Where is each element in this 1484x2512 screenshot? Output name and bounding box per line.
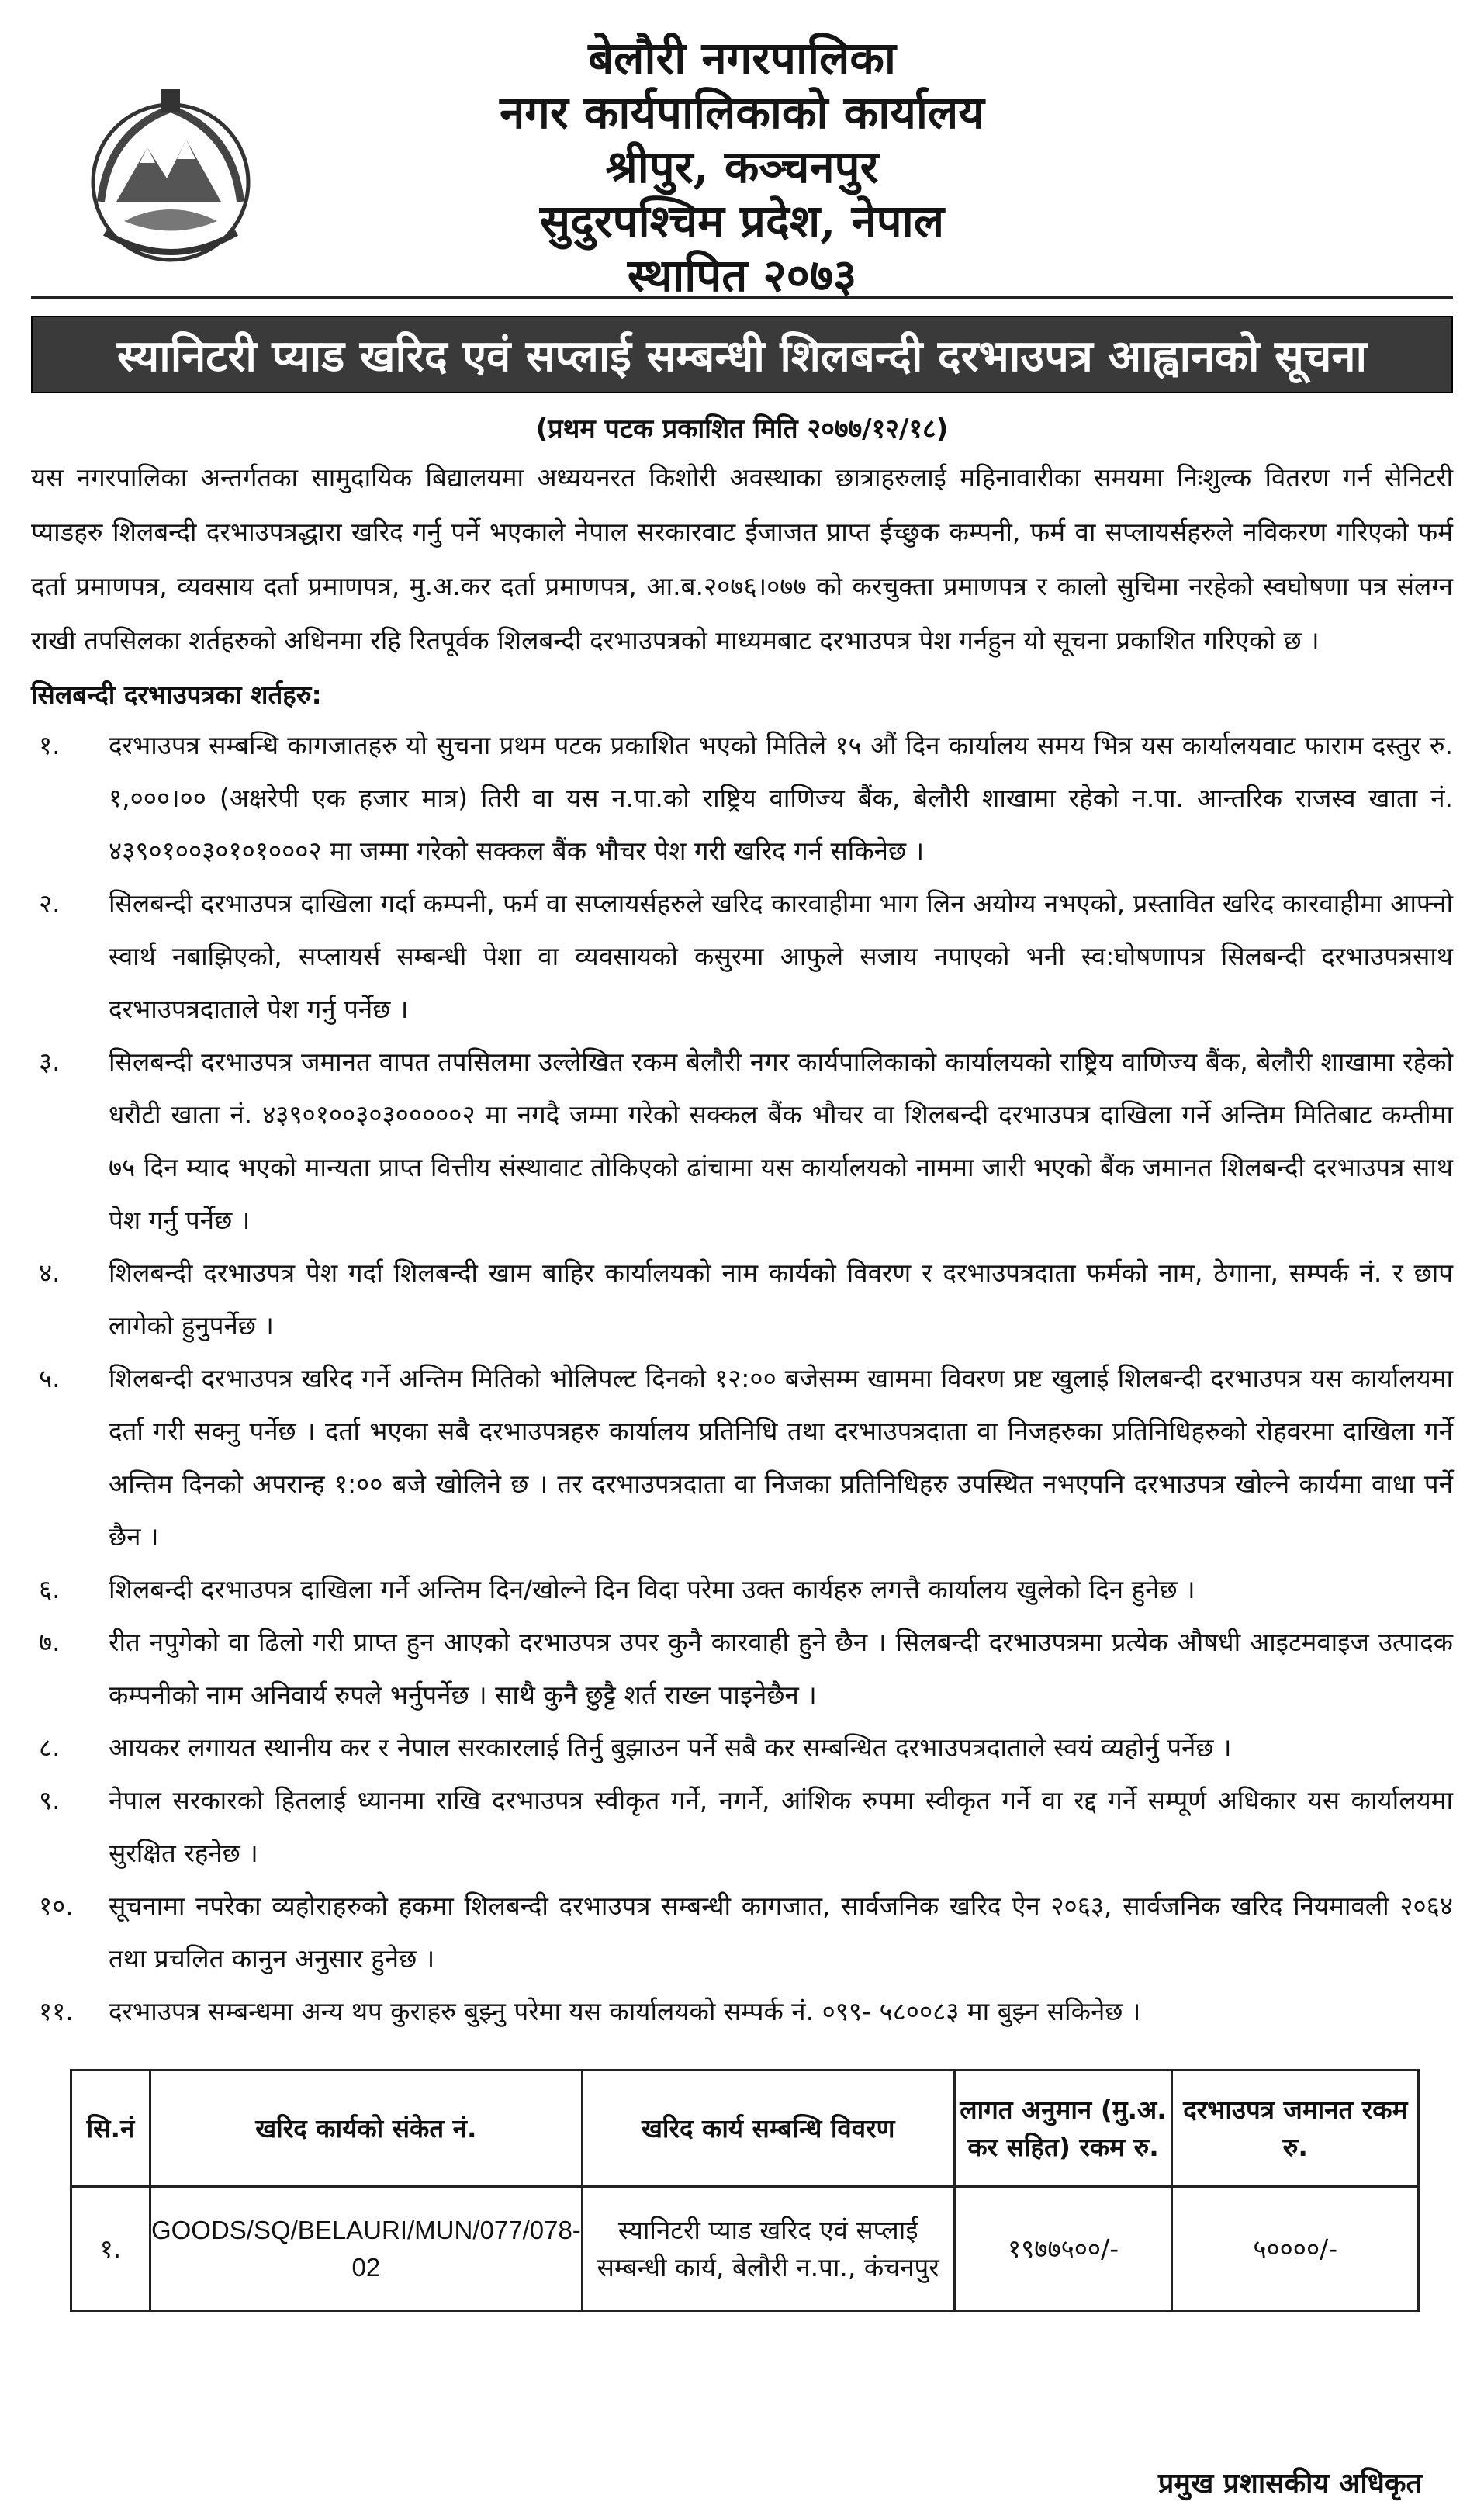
bid-table — [70, 2069, 1420, 2312]
org-name: बेलौरी नगरपालिका — [588, 32, 896, 85]
item-text: शिलबन्दी दरभाउपत्र खरिद गर्ने अन्तिम मितिको भोलिपल्ट दिनको १२:०० बजेसम्म खाममा विवरण प्रष्ट खुलाई शिलबन्दी दरभाउपत्र यस कार्यालयमा दर्ता गरी सक्नु पर्नेछ । दर्ता भएका सबै दरभाउपत्रहरु कार्यालय प्रतिनिधि तथा दरभाउपत्रदाता वा निजहरुका प्रतिनिधिहरुको रोहवरमा दाखिला गर्ने अन्तिम दिनको अपरान्ह १:०० बजे खोलिने छ । तर दरभाउपत्रदाता वा निजका प्रतिनिधिहरु उपस्थित नभएपनि दरभाउपत्र खोल्ने कार्यमा वाधा पर्ने छैन । — [109, 1363, 1453, 1552]
item-number: ८. — [39, 1732, 61, 1763]
item-number: ४. — [39, 1258, 61, 1288]
list-item — [31, 1563, 1453, 1616]
item-text: दरभाउपत्र सम्बन्धमा अन्य थप कुराहरु बुझ्नु परेमा यस कार्यालयको सम्पर्क नं. ०९९- ५८००८३ मा बुझ्न सकिनेछ । — [109, 1996, 1141, 2026]
item-text: सिलबन्दी दरभाउपत्र जमानत वापत तपसिलमा उल्लेखित रकम बेलौरी नगर कार्यपालिकाको कार्यालयको राष्ट्रिय वाणिज्य बैंक, बेलौरी शाखामा रहेको धरौटी खाता नं. ४३९०१००३०३०००००२ मा नगदै जम्मा गरेको सक्कल बैंक भौचर वा शिलबन्दी दरभाउपत्र दाखिला गर्ने अन्तिम मितिबाट कम्तीमा ७५ दिन म्याद भएको मान्यता प्राप्त वित्तीय संस्थावाट तोकिएको ढांचामा यस कार्यालयको नाममा जारी भएको बैंक जमानत शिलबन्दी दरभाउपत्र साथ पेश गर्नु पर्नेछ । — [109, 1047, 1453, 1235]
item-number: ५. — [39, 1363, 61, 1393]
intro-paragraph: यस नगरपालिका अन्तर्गतका सामुदायिक बिद्यालयमा अध्ययनरत किशोरी अवस्थाका छात्राहरुलाई महिनावारीका समयमा निःशुल्क वितरण गर्न सेनिटरी प्याडहरु शिलबन्दी दरभाउपत्रद्धारा खरिद गर्नु पर्ने भएकाले नेपाल सरकारवाट ईजाजत प्राप्त ईच्छुक कम्पनी, फर्म वा सप्लायर्सहरुले नविकरण गरिएको फर्म दर्ता प्रमाणपत्र, व्यवसाय दर्ता प्रमाणपत्र, मु.अ.कर दर्ता प्रमाणपत्र, आ.ब.२०७६।०७७ को करचुक्ता प्रमाणपत्र र कालो सुचिमा नरहेको स्वघोषणा पत्र संलग्न राखी तपसिलका शर्तहरुको अधिनमा रहि रितपूर्वक शिलबन्दी दरभाउपत्रको माध्यमबाट दरभाउपत्र पेश गर्नहुन यो सूचना प्रकाशित गरिएको छ । — [31, 462, 1453, 656]
item-number: ९. — [39, 1785, 61, 1815]
list-item — [31, 1985, 1453, 2038]
cell-bid-security: ५००००/- — [1172, 2187, 1419, 2311]
list-item — [31, 1247, 1453, 1352]
item-text: सिलबन्दी दरभाउपत्र दाखिला गर्दा कम्पनी, फर्म वा सप्लायर्सहरुले खरिद कारवाहीमा भाग लिन अयोग्य नभएको, प्रस्तावित खरिद कारवाहीमा आफ्नो स्वार्थ नबाझिएको, सप्लायर्स सम्बन्धी पेशा वा व्यवसायको कसुरमा आफुले सजाय नपाएको भनी स्व:घोषणापत्र सिलबन्दी दरभाउपत्रसाथ दरभाउपत्रदाताले पेश गर्नु पर्नेछ । — [109, 888, 1453, 1024]
col-header-description: खरिद कार्य सम्बन्धि विवरण — [582, 2071, 954, 2187]
conditions-heading: सिलबन्दी दरभाउपत्रका शर्तहरु: — [31, 680, 322, 710]
table-row — [71, 2187, 1419, 2311]
publication-date: (प्रथम पटक प्रकाशित मिति २०७७/१२/१८) — [535, 413, 949, 445]
table-header-row — [71, 2071, 1419, 2187]
item-text: सूचनामा नपरेका व्यहोराहरुको हकमा शिलबन्दी दरभाउपत्र सम्बन्धी कागजात, सार्वजनिक खरिद ऐन २०६३, सार्वजनिक खरिद नियमावली २०६४ तथा प्रचलित कानुन अनुसार हुनेछ । — [109, 1891, 1453, 1974]
col-header-code: खरिद कार्यको संकेत नं. — [150, 2071, 582, 2187]
province: सुदुरपश्चिम प्रदेश, नेपाल — [539, 195, 945, 247]
list-item — [31, 1616, 1453, 1721]
established: स्थापित २०७३ — [627, 249, 857, 302]
list-item — [31, 1036, 1453, 1247]
cell-description: स्यानिटरी प्याड खरिद एवं सप्लाई सम्बन्धी कार्य, बेलौरी न.पा., कंचनपुर — [582, 2187, 954, 2311]
item-number: ६. — [39, 1574, 61, 1604]
list-item — [31, 1880, 1453, 1985]
cell-code: GOODS/SQ/BELAURI/MUN/077/078-02 — [150, 2187, 582, 2311]
list-item — [31, 719, 1453, 877]
item-number: १०. — [39, 1891, 74, 1921]
item-text: दरभाउपत्र सम्बन्धि कागजातहरु यो सुचना प्रथम पटक प्रकाशित भएको मितिले १५ औं दिन कार्यालय समय भित्र यस कार्यालयवाट फाराम दस्तुर रु. १,०००।०० (अक्षरेपी एक हजार मात्र) तिरी वा यस न.पा.को राष्ट्रिय वाणिज्य बैंक, बेलौरी शाखामा रहेको न.पा. आन्तरिक राजस्व खाता नं. ४३९०१००३०१०१०००२ मा जम्मा गरेको सक्कल बैंक भौचर पेश गरी खरिद गर्न सकिनेछ । — [109, 730, 1453, 866]
item-number: ७. — [39, 1627, 61, 1657]
list-item — [31, 1352, 1453, 1563]
address: श्रीपुर, कञ्चनपुर — [605, 140, 879, 193]
item-text: रीत नपुगेको वा ढिलो गरी प्राप्त हुन आएको दरभाउपत्र उपर कुनै कारवाही हुने छैन । सिलबन्दी दरभाउपत्रमा प्रत्येक औषधी आइटमवाइज उत्पादक कम्पनीको नाम अनिवार्य रुपले भर्नुपर्नेछ । साथै कुनै छुट्टै शर्त राख्न पाइनेछैन । — [109, 1627, 1453, 1710]
col-header-serial: सि.नं — [71, 2071, 150, 2187]
cell-cost-estimate: १९७७५००/- — [954, 2187, 1172, 2311]
header — [31, 0, 1453, 302]
col-header-cost-estimate: लागत अनुमान (मु.अ. कर सहित) रकम रु. — [954, 2071, 1172, 2187]
col-header-bid-security: दरभाउपत्र जमानत रकम रु. — [1172, 2071, 1419, 2187]
item-number: ३. — [39, 1047, 61, 1077]
item-number: १. — [39, 730, 61, 760]
item-text: शिलबन्दी दरभाउपत्र पेश गर्दा शिलबन्दी खाम बाहिर कार्यालयको नाम कार्यको विवरण र दरभाउपत्रदाता फर्मको नाम, ठेगाना, सम्पर्क नं. र छाप लागेको हुनुपर्नेछ । — [109, 1258, 1453, 1341]
item-text: आयकर लगायत स्थानीय कर र नेपाल सरकारलाई तिर्नु बुझाउन पर्ने सबै कर सम्बन्धित दरभाउपत्रदाताले स्वयं व्यहोर्नु पर्नेछ । — [109, 1732, 1232, 1763]
conditions-list — [31, 719, 1453, 2038]
office-name: नगर कार्यपालिकाको कार्यालय — [500, 86, 984, 139]
item-text: नेपाल सरकारको हितलाई ध्यानमा राखि दरभाउपत्र स्वीकृत गर्ने, नगर्ने, आंशिक रुपमा स्वीकृत गर्ने वा रद्द गर्ने सम्पूर्ण अधिकार यस कार्यालयमा सुरक्षित रहनेछ । — [109, 1785, 1453, 1868]
list-item — [31, 877, 1453, 1036]
cell-serial: १. — [71, 2187, 150, 2311]
list-item — [31, 1774, 1453, 1880]
signature: प्रमुख प्रशासकीय अधिकृत — [1157, 2468, 1422, 2500]
item-text: शिलबन्दी दरभाउपत्र दाखिला गर्ने अन्तिम दिन/खोल्ने दिन विदा परेमा उक्त कार्यहरु लगत्तै कार्यालय खुलेको दिन हुनेछ । — [109, 1574, 1195, 1604]
item-number: ११. — [39, 1996, 74, 2026]
list-item — [31, 1721, 1453, 1774]
item-number: २. — [39, 888, 61, 919]
notice-title: स्यानिटरी प्याड खरिद एवं सप्लाई सम्बन्धी शिलबन्दी दरभाउपत्र आह्वानको सूचना — [31, 316, 1453, 393]
